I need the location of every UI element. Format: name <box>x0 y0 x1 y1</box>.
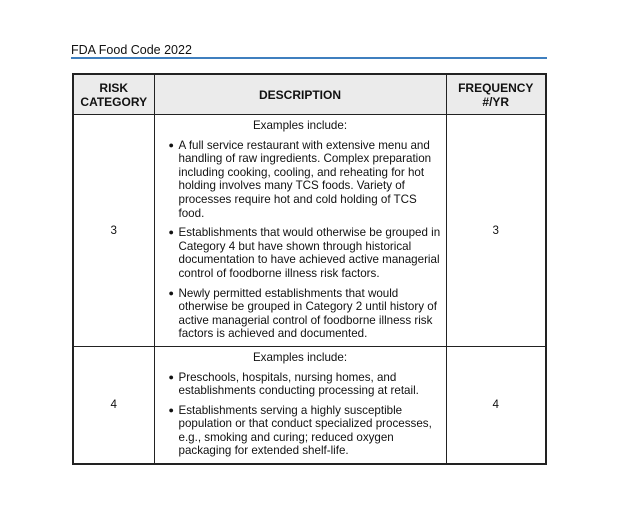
example-list <box>169 371 442 459</box>
examples-intro: Examples include: <box>252 350 348 364</box>
risk-category-cell: 4 <box>73 346 154 464</box>
bullet-icon: ● <box>168 139 174 150</box>
list-item <box>169 371 442 398</box>
bullet-icon: ● <box>168 227 174 238</box>
list-item-text: Establishments that would otherwise be grouped in Category 4 but have shown through historical documentation to have achieved active managerial control of foodborne illness risk factors. <box>178 226 441 280</box>
header-line: RISK <box>99 80 129 95</box>
frequency-cell: 3 <box>446 115 546 347</box>
risk-category-cell: 3 <box>73 115 154 347</box>
risk-category-table <box>72 73 547 465</box>
header-line: DESCRIPTION <box>258 87 341 102</box>
list-item <box>169 226 442 280</box>
list-item-text: Preschools, hospitals, nursing homes, and establishments conducting processing at retail. <box>178 370 419 398</box>
document-header <box>71 41 547 59</box>
column-header-description <box>154 74 446 115</box>
list-item <box>169 287 442 341</box>
bullet-icon: ● <box>168 404 174 415</box>
list-item-text: Establishments serving a highly susceptible population or that conduct specialized processes, e.g., smoking and curing; reduced oxygen packaging for extended shelf-life. <box>178 403 432 458</box>
header-line: #/YR <box>482 94 510 109</box>
header-line: CATEGORY <box>80 94 148 109</box>
example-list <box>169 139 442 341</box>
column-header-frequency <box>446 74 546 115</box>
description-cell <box>154 346 446 464</box>
header-line: FREQUENCY <box>458 80 534 95</box>
table-row <box>73 115 546 347</box>
table-header-row <box>73 74 546 115</box>
examples-intro: Examples include: <box>252 119 348 132</box>
table-row <box>73 346 546 464</box>
frequency-cell: 4 <box>446 346 546 464</box>
document-title: FDA Food Code 2022 <box>71 43 192 57</box>
column-header-risk-category <box>73 74 154 115</box>
list-item <box>169 139 442 221</box>
list-item-text: A full service restaurant with extensive menu and handling of raw ingredients. Complex preparation including cooking, cooling, and reheating for hot holding involves many TCS foods. Variety of processes require hot and cold holding of TCS food. <box>178 138 432 220</box>
bullet-icon: ● <box>168 287 174 298</box>
list-item-text: Newly permitted establishments that would otherwise be grouped in Category 2 until history of active managerial control of foodborne illness risk factors is achieved and documented. <box>178 286 437 341</box>
description-cell <box>154 115 446 347</box>
list-item <box>169 404 442 458</box>
bullet-icon: ● <box>168 371 174 382</box>
